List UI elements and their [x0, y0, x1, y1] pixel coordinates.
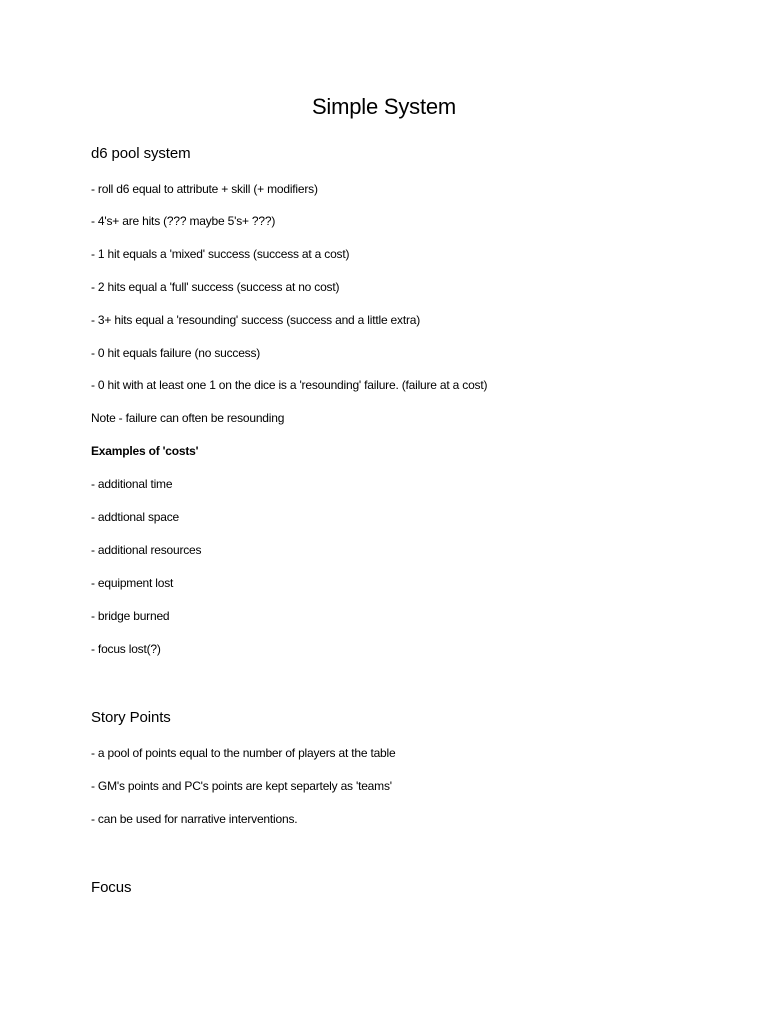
cost-item: - equipment lost [91, 576, 174, 590]
rule-line: - 1 hit equals a 'mixed' success (success at a cost) [91, 247, 350, 261]
section-heading-d6-pool: d6 pool system [91, 145, 191, 162]
page-title: Simple System [311, 94, 457, 119]
rule-line: - 2 hits equal a 'full' success (success at no cost) [91, 280, 340, 294]
cost-item: - additional resources [91, 543, 202, 557]
rule-line: - a pool of points equal to the number of players at the table [91, 746, 396, 760]
cost-item: - additional time [91, 477, 173, 491]
rule-line: - 0 hit equals failure (no success) [91, 346, 261, 360]
rule-line: - can be used for narrative interventions. [91, 812, 298, 826]
cost-item: - bridge burned [91, 609, 170, 623]
rule-line: - 4's+ are hits (??? maybe 5's+ ???) [91, 214, 276, 228]
note-line: Note - failure can often be resounding [91, 411, 285, 425]
cost-item: - focus lost(?) [91, 642, 161, 656]
section-heading-story-points: Story Points [91, 709, 171, 726]
costs-subheading: Examples of 'costs' [91, 444, 199, 458]
rule-line: - 3+ hits equal a 'resounding' success (success and a little extra) [91, 313, 421, 327]
rule-line: - 0 hit with at least one 1 on the dice is a 'resounding' failure. (failure at a cost) [91, 378, 488, 392]
cost-item: - addtional space [91, 510, 179, 524]
rule-line: - roll d6 equal to attribute + skill (+ modifiers) [91, 182, 318, 196]
section-heading-focus: Focus [91, 879, 132, 896]
rule-line: - GM's points and PC's points are kept separtely as 'teams' [91, 779, 392, 793]
